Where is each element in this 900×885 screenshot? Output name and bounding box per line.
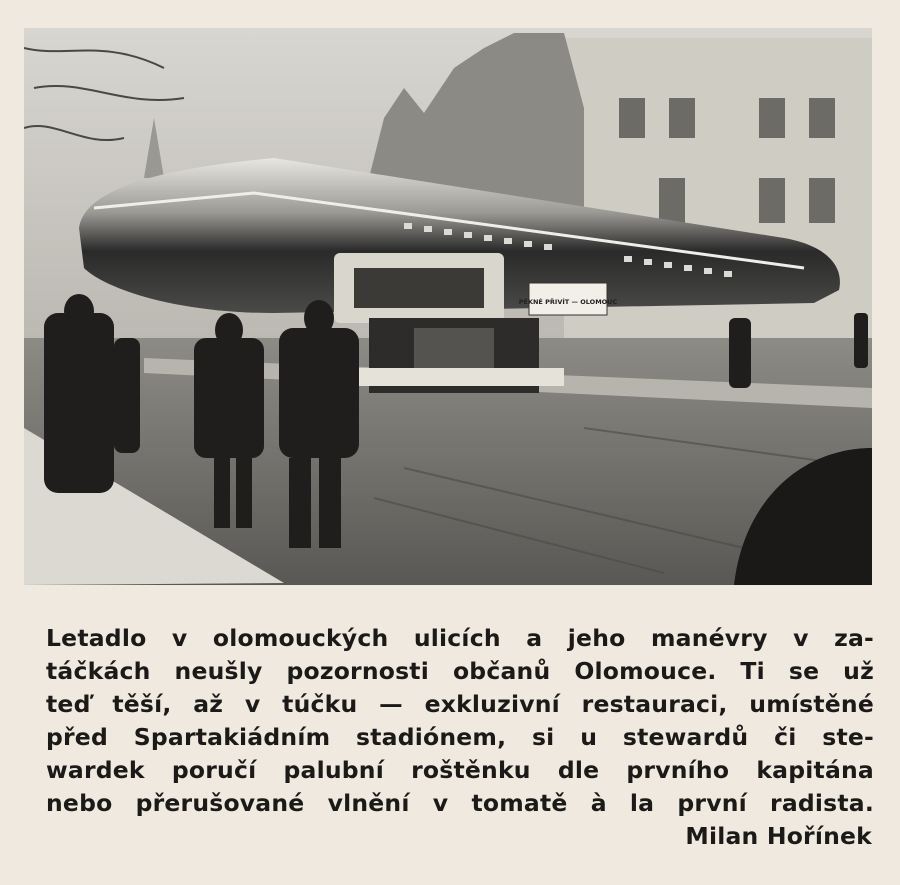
caption-line: nebo přerušované vlnění v tomatě à la první radista. [46, 789, 874, 817]
caption-line: wardek poručí palubní roštěnku dle prvního kapitána [46, 756, 874, 784]
caption-line: před Spartakiádním stadiónem, si u stewardů či ste- [46, 723, 874, 751]
caption-line: teď těší, až v túčku — exkluzivní restauraci, umístěné [46, 690, 874, 718]
caption-text [46, 622, 874, 853]
airplane-street-photo [24, 28, 872, 585]
photograph [24, 28, 872, 585]
author-name: Milan Hořínek [685, 822, 872, 850]
caption-line: Letadlo v olomouckých ulicích a jeho manévry v za- [46, 624, 874, 652]
banner-text: PÉKNÉ PŘIVÍT — OLOMOUC [518, 298, 618, 306]
caption-line: táčkách neušly pozornosti občanů Olomouce. Ti se už [46, 657, 874, 685]
